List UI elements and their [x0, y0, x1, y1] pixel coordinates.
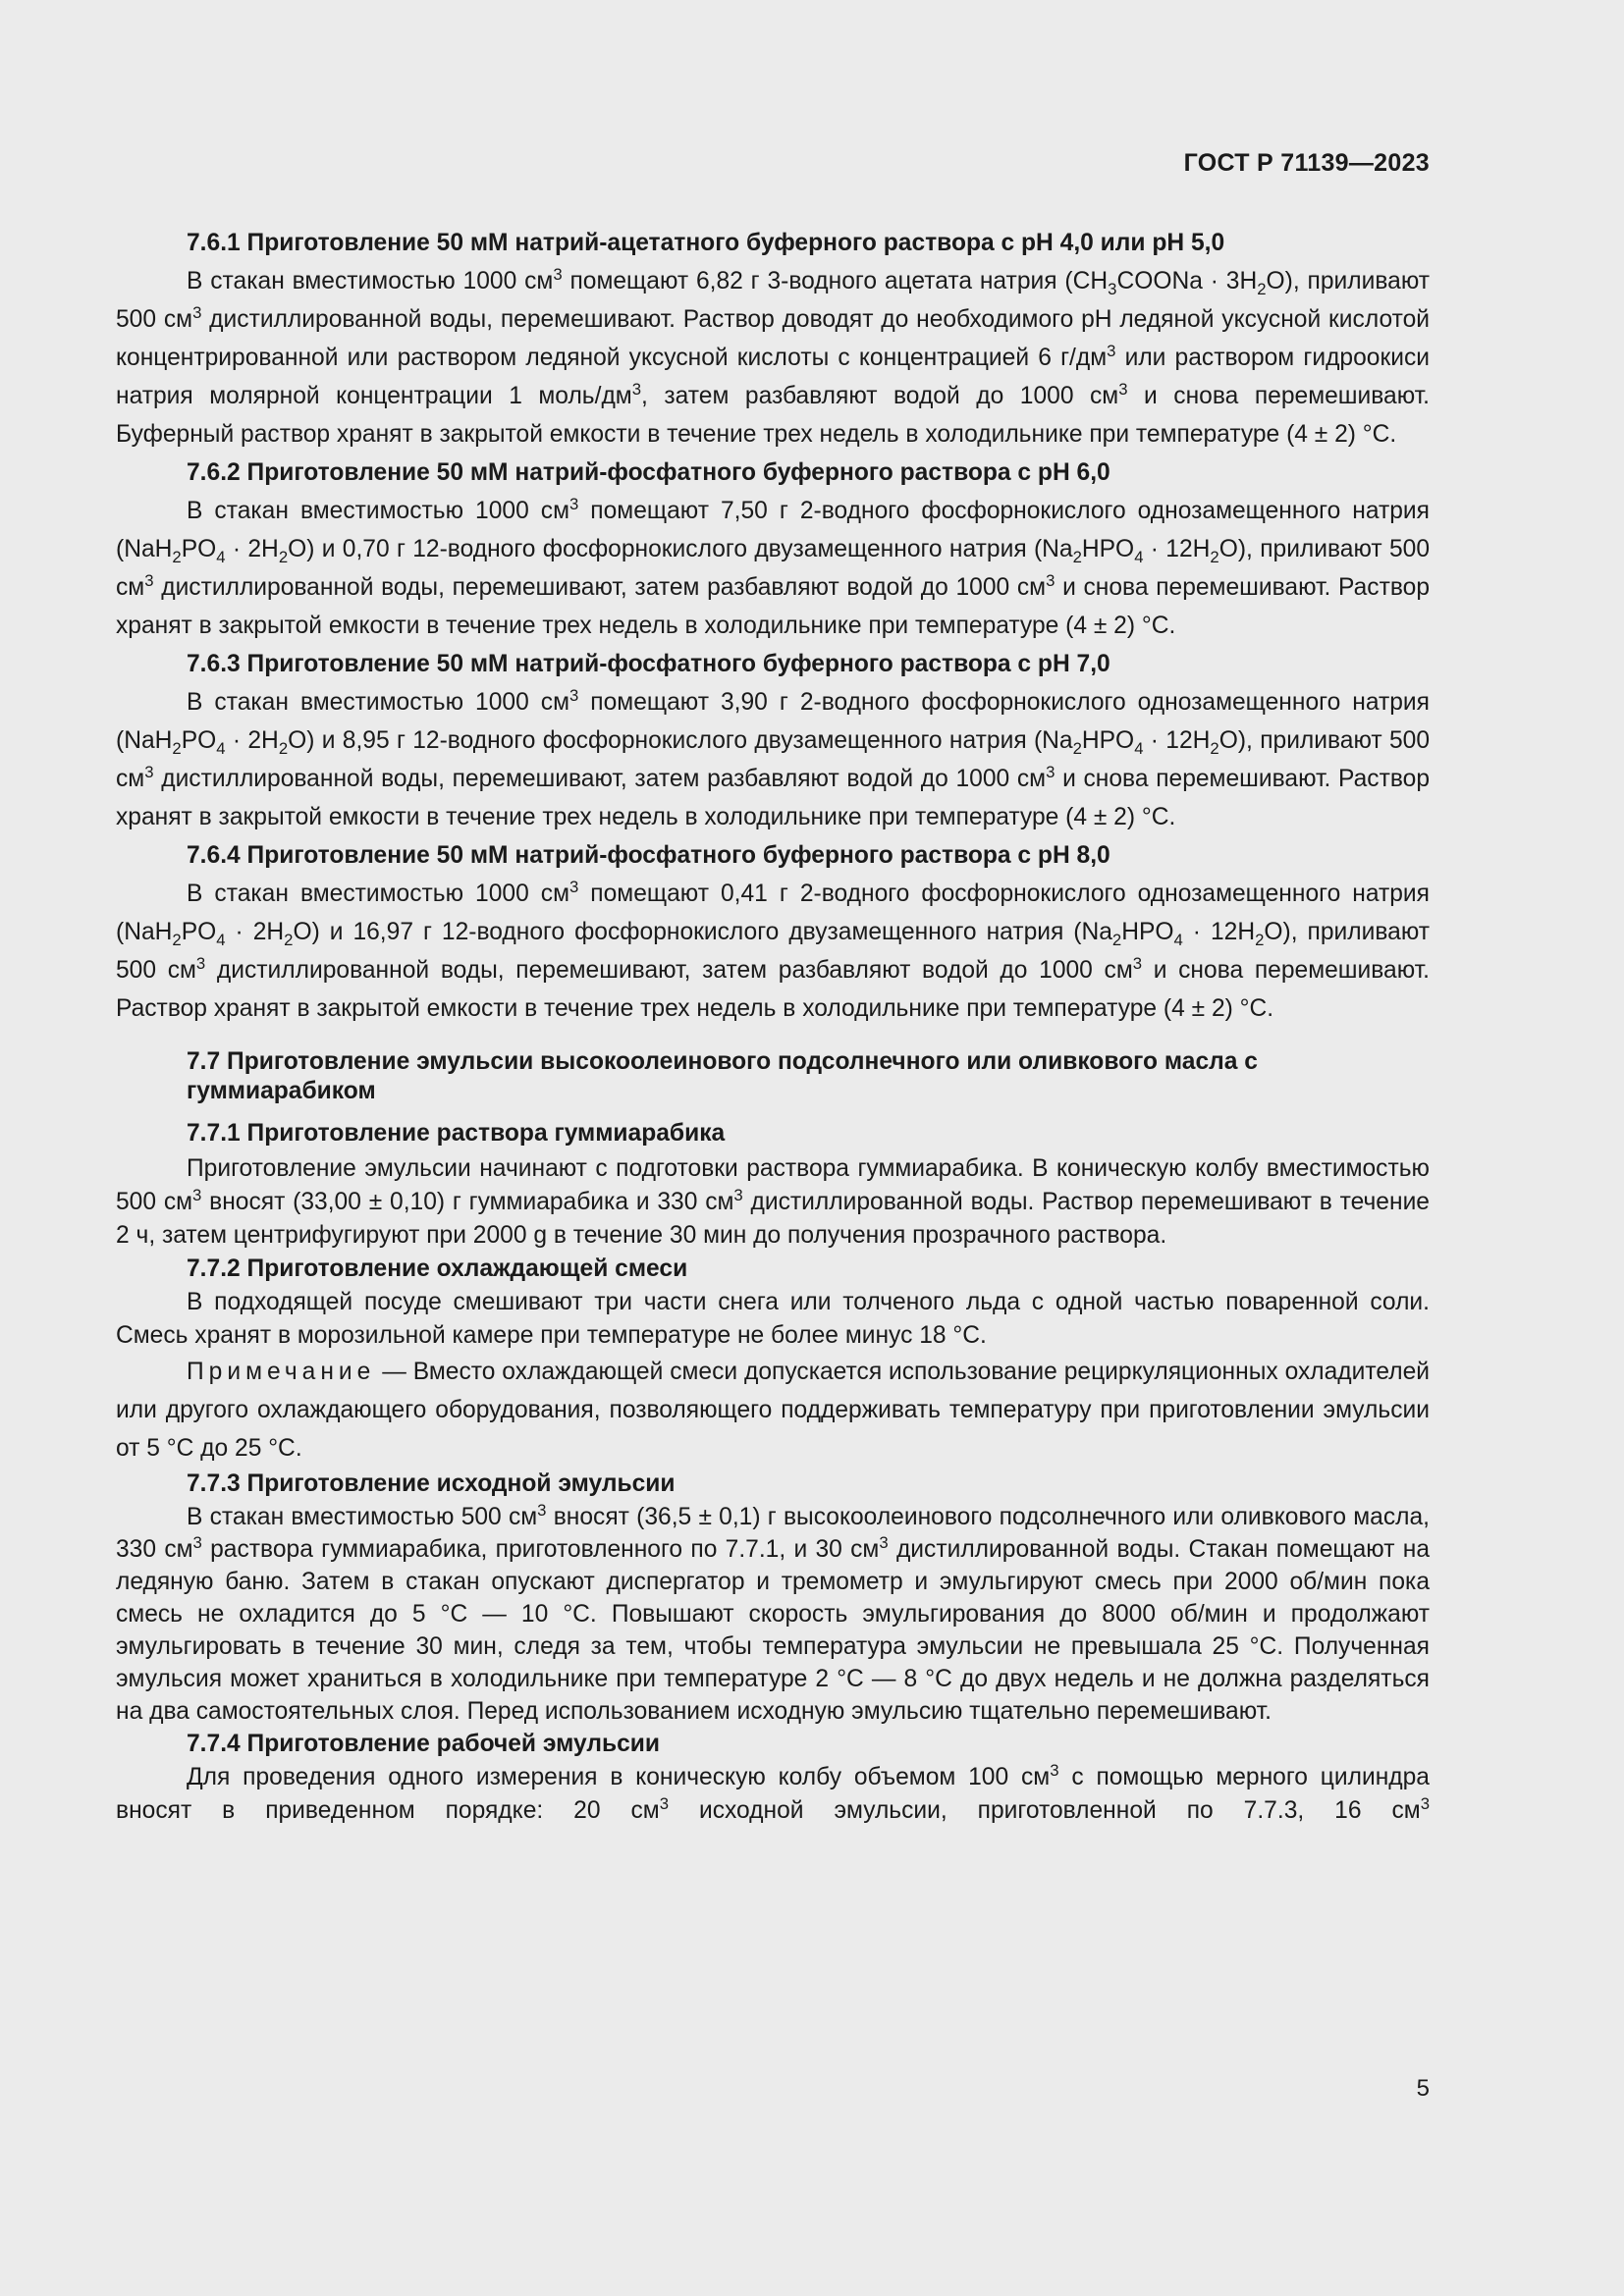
section-title-7-6-4: 7.6.4 Приготовление 50 мМ натрий-фосфатного буферного раствора с pH 8,0 — [187, 842, 1110, 869]
section-title-7-7-4: 7.7.4 Приготовление рабочей эмульсии — [187, 1731, 661, 1757]
section-title-7-7-3: 7.7.3 Приготовление исходной эмульсии — [187, 1470, 676, 1497]
section-title-7-6-1: 7.6.1 Приготовление 50 мМ натрий-ацетатного буферного раствора с pH 4,0 или pH 5,0 — [187, 230, 1225, 256]
paragraph-7-7-4: Для проведения одного измерения в коническую колбу объемом 100 $см^3$ с помощью мерного цилиндра вносят в приведенном порядке: 20 $см^3$ исходной эмульсии, приготовленной по 7.7.3, 16 $см^3$ — [116, 1760, 1430, 1824]
paragraph-7-7-3: В стакан вместимостью 500 $см^3$ вносят (36,5 ± 0,1) г высокоолеинового подсолнечного или оливкового масла, 330 $см^3$ раствора гуммиарабика, приготовленного по 7.7.1, и 30 $см^3$ дистиллированной воды. Стакан помещают на ледяную баню. Затем в стакан опускают диспергатор и тремометр и эмульгируют смесь при 2000 об/мин пока смесь не охладится до 5 °C — 10 °C. Повышают скорость эмульгирования до 8000 об/мин и продолжают эмульгировать в течение 30 мин, следя за тем, чтобы температура эмульсии не превышала 25 °C. Полученная эмульсия может храниться в холодильнике при температуре 2 °C — 8 °C до двух недель и не должна разделяться на два самостоятельных слоя. Перед использованием исходную эмульсию тщательно перемешивают. — [116, 1500, 1430, 1725]
note-text: — Вместо охлаждающей смеси допускается использование рециркуляционных охладителей или другого охлаждающего оборудования, позволяющего поддерживать температуру при приготовлении эмульсии от 5 °C до 25 °C. — [116, 1359, 1430, 1462]
page-number: 5 — [1416, 2075, 1430, 2102]
section-title-7-7-2: 7.7.2 Приготовление охлаждающей смеси — [187, 1255, 688, 1282]
paragraph-7-6-1: В стакан вместимостью 1000 $см^3$ помещают 6,82 г 3-водного ацетата натрия $(CH_3COONa \cdot 3H_2O)$, приливают 500 $см^3$ дистиллированной воды, перемешивают. Раствор доводят до необходимого pH ледяной уксусной кислотой концентрированной или раствором ледяной уксусной кислоты с концентрацией 6 $г/дм^3$ или раствором гидроокиси натрия молярной концентрации 1 моль/$дм^3$, затем разбавляют водой до 1000 $см^3$ и снова перемешивают. Буферный раствор хранят в закрытой емкости в течение трех недель в холодильнике при температуре (4 ± 2) °C. — [116, 264, 1431, 448]
section-title-7-6-2: 7.6.2 Приготовление 50 мМ натрий-фосфатного буферного раствора с pH 6,0 — [187, 459, 1110, 486]
paragraph-7-6-3: В стакан вместимостью 1000 $см^3$ помещают 3,90 г 2-водного фосфорнокислого однозамещенного натрия $(NaH_2PO_4 \cdot 2H_2O)$ и 8,95 г 12-водного фосфорнокислого двузамещенного натрия $(Na_2HPO_4 \cdot 12H_2O)$, приливают 500 $см^3$ дистиллированной воды, перемешивают, затем разбавляют водой до 1000 $см^3$ и снова перемешивают. Раствор хранят в закрытой емкости в течение трех недель в холодильнике при температуре (4 ± 2) °C. — [116, 685, 1430, 830]
standard-header: ГОСТ Р 71139—2023 — [1183, 149, 1430, 177]
section-title-7-7: 7.7 Приготовление эмульсии высокоолеинового подсолнечного или оливкового масла с гуммиарабиком — [187, 1048, 1258, 1104]
paragraph-7-7-2: В подходящей посуде смешивают три части снега или толченого льда с одной частью поваренной соли. Смесь хранят в морозильной камере при температуре не более минус 18 °C. — [116, 1289, 1430, 1349]
document-body — [116, 224, 1430, 1828]
paragraph-7-6-2: В стакан вместимостью 1000 $см^3$ помещают 7,50 г 2-водного фосфорнокислого однозамещенного натрия $(NaH_2PO_4 \cdot 2H_2O)$ и 0,70 г 12-водного фосфорнокислого двузамещенного натрия $(Na_2HPO_4 \cdot 12H_2O)$, приливают 500 $см^3$ дистиллированной воды, перемешивают, затем разбавляют водой до 1000 $см^3$ и снова перемешивают. Раствор хранят в закрытой емкости в течение трех недель в холодильнике при температуре (4 ± 2) °C. — [116, 494, 1430, 639]
section-title-7-7-1: 7.7.1 Приготовление раствора гуммиарабика — [187, 1120, 726, 1147]
section-title-7-6-3: 7.6.3 Приготовление 50 мМ натрий-фосфатного буферного раствора с pH 7,0 — [187, 651, 1110, 677]
note — [116, 1353, 1430, 1468]
paragraph-7-6-4: В стакан вместимостью 1000 $см^3$ помещают 0,41 г 2-водного фосфорнокислого однозамещенного натрия $(NaH_2PO_4 \cdot 2H_2O)$ и 16,97 г 12-водного фосфорнокислого двузамещенного натрия $(Na_2HPO_4 \cdot 12H_2O)$, приливают 500 $см^3$ дистиллированной воды, перемешивают, затем разбавляют водой до 1000 $см^3$ и снова перемешивают. Раствор хранят в закрытой емкости в течение трех недель в холодильнике при температуре (4 ± 2) °C. — [116, 877, 1430, 1022]
paragraph-7-7-1: Приготовление эмульсии начинают с подготовки раствора гуммиарабика. В коническую колбу вместимостью 500 $см^3$ вносят (33,00 ± 0,10) г гуммиарабика и 330 $см^3$ дистиллированной воды. Раствор перемешивают в течение 2 ч, затем центрифугируют при 2000 g в течение 30 мин до получения прозрачного раствора. — [116, 1155, 1430, 1249]
note-label: Примечание — [187, 1359, 376, 1385]
